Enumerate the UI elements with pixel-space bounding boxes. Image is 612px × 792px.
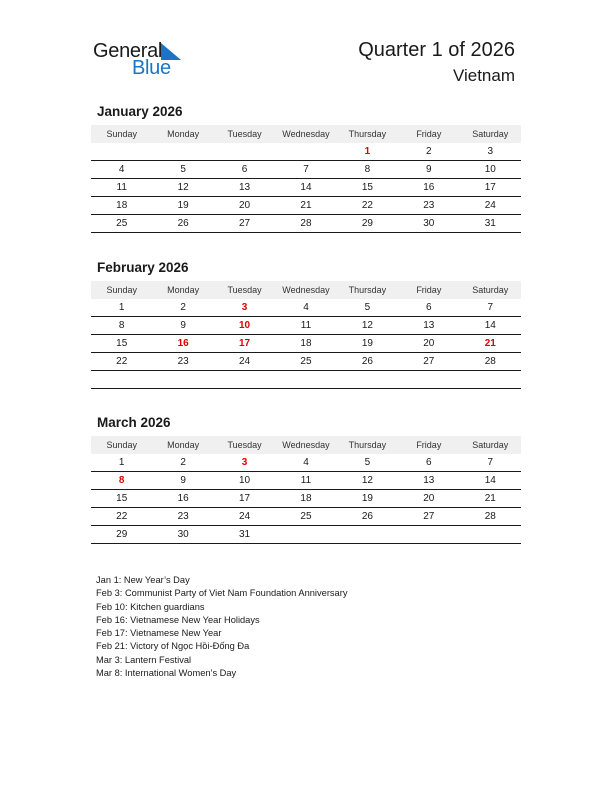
day-cell: 25	[91, 215, 152, 233]
logo-text-general: General	[93, 40, 163, 62]
holiday-day-cell: 10	[214, 317, 275, 335]
day-cell	[275, 371, 336, 389]
week-row	[91, 371, 521, 389]
day-cell: 23	[152, 508, 213, 526]
day-cell: 25	[275, 508, 336, 526]
week-row	[91, 472, 521, 490]
month-march	[91, 414, 521, 544]
day-cell: 22	[337, 197, 398, 215]
day-cell: 30	[398, 215, 459, 233]
day-cell: 29	[91, 526, 152, 544]
day-cell	[91, 371, 152, 389]
month-title: March 2026	[97, 415, 171, 430]
holiday-day-cell: 21	[460, 335, 521, 353]
day-cell: 13	[398, 317, 459, 335]
day-cell: 23	[398, 197, 459, 215]
day-cell: 12	[152, 179, 213, 197]
weekday-header: Monday	[152, 436, 213, 454]
day-cell: 3	[460, 143, 521, 161]
day-cell: 14	[460, 472, 521, 490]
week-row	[91, 317, 521, 335]
weekday-header: Thursday	[337, 436, 398, 454]
weekday-header: Friday	[398, 281, 459, 299]
day-cell: 4	[275, 299, 336, 317]
month-january	[91, 103, 521, 233]
weekday-header: Saturday	[460, 436, 521, 454]
weekday-header: Thursday	[337, 125, 398, 143]
week-row	[91, 526, 521, 544]
day-cell: 11	[91, 179, 152, 197]
day-cell: 23	[152, 353, 213, 371]
logo	[93, 40, 193, 80]
day-cell	[337, 371, 398, 389]
day-cell: 5	[152, 161, 213, 179]
weekday-header: Wednesday	[275, 125, 336, 143]
day-cell: 27	[398, 508, 459, 526]
day-cell: 21	[460, 490, 521, 508]
week-row	[91, 215, 521, 233]
day-cell	[91, 143, 152, 161]
day-cell: 24	[214, 353, 275, 371]
day-cell: 4	[91, 161, 152, 179]
holiday-day-cell: 3	[214, 454, 275, 472]
day-cell	[275, 526, 336, 544]
day-cell: 7	[275, 161, 336, 179]
day-cell: 29	[337, 215, 398, 233]
country-name: Vietnam	[452, 66, 515, 85]
day-cell: 2	[152, 299, 213, 317]
day-cell: 9	[398, 161, 459, 179]
day-cell: 6	[398, 299, 459, 317]
weekday-header: Wednesday	[275, 436, 336, 454]
holiday-note: Feb 10: Kitchen guardians	[96, 601, 205, 612]
day-cell: 19	[152, 197, 213, 215]
weekday-header: Wednesday	[275, 281, 336, 299]
day-cell	[214, 371, 275, 389]
day-cell: 18	[91, 197, 152, 215]
day-cell	[398, 371, 459, 389]
weekday-header: Sunday	[91, 436, 152, 454]
day-cell: 14	[275, 179, 336, 197]
month-title: January 2026	[97, 104, 183, 119]
day-cell: 24	[214, 508, 275, 526]
day-cell: 27	[398, 353, 459, 371]
day-cell: 2	[152, 454, 213, 472]
week-row	[91, 161, 521, 179]
day-cell: 13	[398, 472, 459, 490]
day-cell: 28	[275, 215, 336, 233]
day-cell: 7	[460, 299, 521, 317]
day-cell: 9	[152, 472, 213, 490]
day-cell: 17	[460, 179, 521, 197]
holiday-note: Feb 16: Vietnamese New Year Holidays	[96, 614, 260, 625]
day-cell: 1	[91, 454, 152, 472]
day-cell: 20	[398, 490, 459, 508]
weekday-header: Tuesday	[214, 125, 275, 143]
day-cell: 11	[275, 317, 336, 335]
day-cell	[398, 526, 459, 544]
day-cell: 1	[91, 299, 152, 317]
calendar-grid	[91, 436, 521, 544]
weekday-header: Friday	[398, 436, 459, 454]
day-cell: 18	[275, 335, 336, 353]
day-cell: 16	[398, 179, 459, 197]
holiday-day-cell: 17	[214, 335, 275, 353]
day-cell: 30	[152, 526, 213, 544]
weekday-header: Sunday	[91, 281, 152, 299]
day-cell: 18	[275, 490, 336, 508]
weekday-header: Monday	[152, 125, 213, 143]
day-cell	[460, 526, 521, 544]
day-cell: 31	[460, 215, 521, 233]
weekday-header: Thursday	[337, 281, 398, 299]
day-cell: 28	[460, 353, 521, 371]
week-row	[91, 490, 521, 508]
day-cell: 13	[214, 179, 275, 197]
day-cell: 28	[460, 508, 521, 526]
week-row	[91, 508, 521, 526]
day-cell: 19	[337, 335, 398, 353]
week-row	[91, 143, 521, 161]
day-cell: 5	[337, 299, 398, 317]
day-cell: 5	[337, 454, 398, 472]
day-cell: 20	[398, 335, 459, 353]
day-cell: 12	[337, 317, 398, 335]
weekday-header-row	[91, 436, 521, 454]
day-cell	[337, 526, 398, 544]
weekday-header-row	[91, 281, 521, 299]
day-cell: 7	[460, 454, 521, 472]
holiday-day-cell: 8	[91, 472, 152, 490]
day-cell: 21	[275, 197, 336, 215]
day-cell	[275, 143, 336, 161]
holiday-notes	[96, 574, 347, 680]
day-cell: 15	[91, 490, 152, 508]
day-cell	[152, 143, 213, 161]
day-cell: 11	[275, 472, 336, 490]
week-row	[91, 353, 521, 371]
day-cell: 26	[337, 508, 398, 526]
holiday-note: Mar 3: Lantern Festival	[96, 654, 192, 665]
flag-triangle-icon	[161, 43, 181, 60]
month-february	[91, 259, 521, 389]
day-cell	[214, 143, 275, 161]
day-cell: 10	[214, 472, 275, 490]
day-cell: 8	[337, 161, 398, 179]
day-cell: 16	[152, 490, 213, 508]
week-row	[91, 197, 521, 215]
day-cell: 15	[91, 335, 152, 353]
day-cell: 25	[275, 353, 336, 371]
day-cell	[152, 371, 213, 389]
weekday-header: Saturday	[460, 125, 521, 143]
holiday-note: Feb 17: Vietnamese New Year	[96, 628, 222, 639]
day-cell	[460, 371, 521, 389]
week-row	[91, 179, 521, 197]
day-cell: 6	[214, 161, 275, 179]
day-cell: 24	[460, 197, 521, 215]
day-cell: 20	[214, 197, 275, 215]
day-cell: 8	[91, 317, 152, 335]
day-cell: 22	[91, 353, 152, 371]
day-cell: 22	[91, 508, 152, 526]
page-title: Quarter 1 of 2026	[358, 39, 515, 61]
holiday-note: Feb 3: Communist Party of Viet Nam Foundation Anniversary	[96, 588, 348, 599]
day-cell: 12	[337, 472, 398, 490]
calendar-grid	[91, 125, 521, 233]
weekday-header-row	[91, 125, 521, 143]
weekday-header: Sunday	[91, 125, 152, 143]
day-cell: 31	[214, 526, 275, 544]
day-cell: 6	[398, 454, 459, 472]
day-cell: 4	[275, 454, 336, 472]
logo-text-blue: Blue	[132, 57, 171, 79]
day-cell: 2	[398, 143, 459, 161]
day-cell: 14	[460, 317, 521, 335]
weekday-header: Friday	[398, 125, 459, 143]
week-row	[91, 454, 521, 472]
day-cell: 17	[214, 490, 275, 508]
day-cell: 26	[337, 353, 398, 371]
day-cell: 15	[337, 179, 398, 197]
holiday-note: Mar 8: International Women’s Day	[96, 668, 237, 679]
week-row	[91, 335, 521, 353]
holiday-day-cell: 3	[214, 299, 275, 317]
holiday-day-cell: 16	[152, 335, 213, 353]
holiday-note: Jan 1: New Year’s Day	[96, 575, 190, 585]
weekday-header: Saturday	[460, 281, 521, 299]
day-cell: 10	[460, 161, 521, 179]
day-cell: 19	[337, 490, 398, 508]
day-cell: 9	[152, 317, 213, 335]
weekday-header: Tuesday	[214, 436, 275, 454]
day-cell: 27	[214, 215, 275, 233]
weekday-header: Tuesday	[214, 281, 275, 299]
calendar-grid	[91, 281, 521, 389]
month-title: February 2026	[97, 260, 189, 275]
holiday-day-cell: 1	[337, 143, 398, 161]
week-row	[91, 299, 521, 317]
day-cell: 26	[152, 215, 213, 233]
holiday-note: Feb 21: Victory of Ngọc Hồi-Đống Đa	[96, 641, 250, 652]
weekday-header: Monday	[152, 281, 213, 299]
